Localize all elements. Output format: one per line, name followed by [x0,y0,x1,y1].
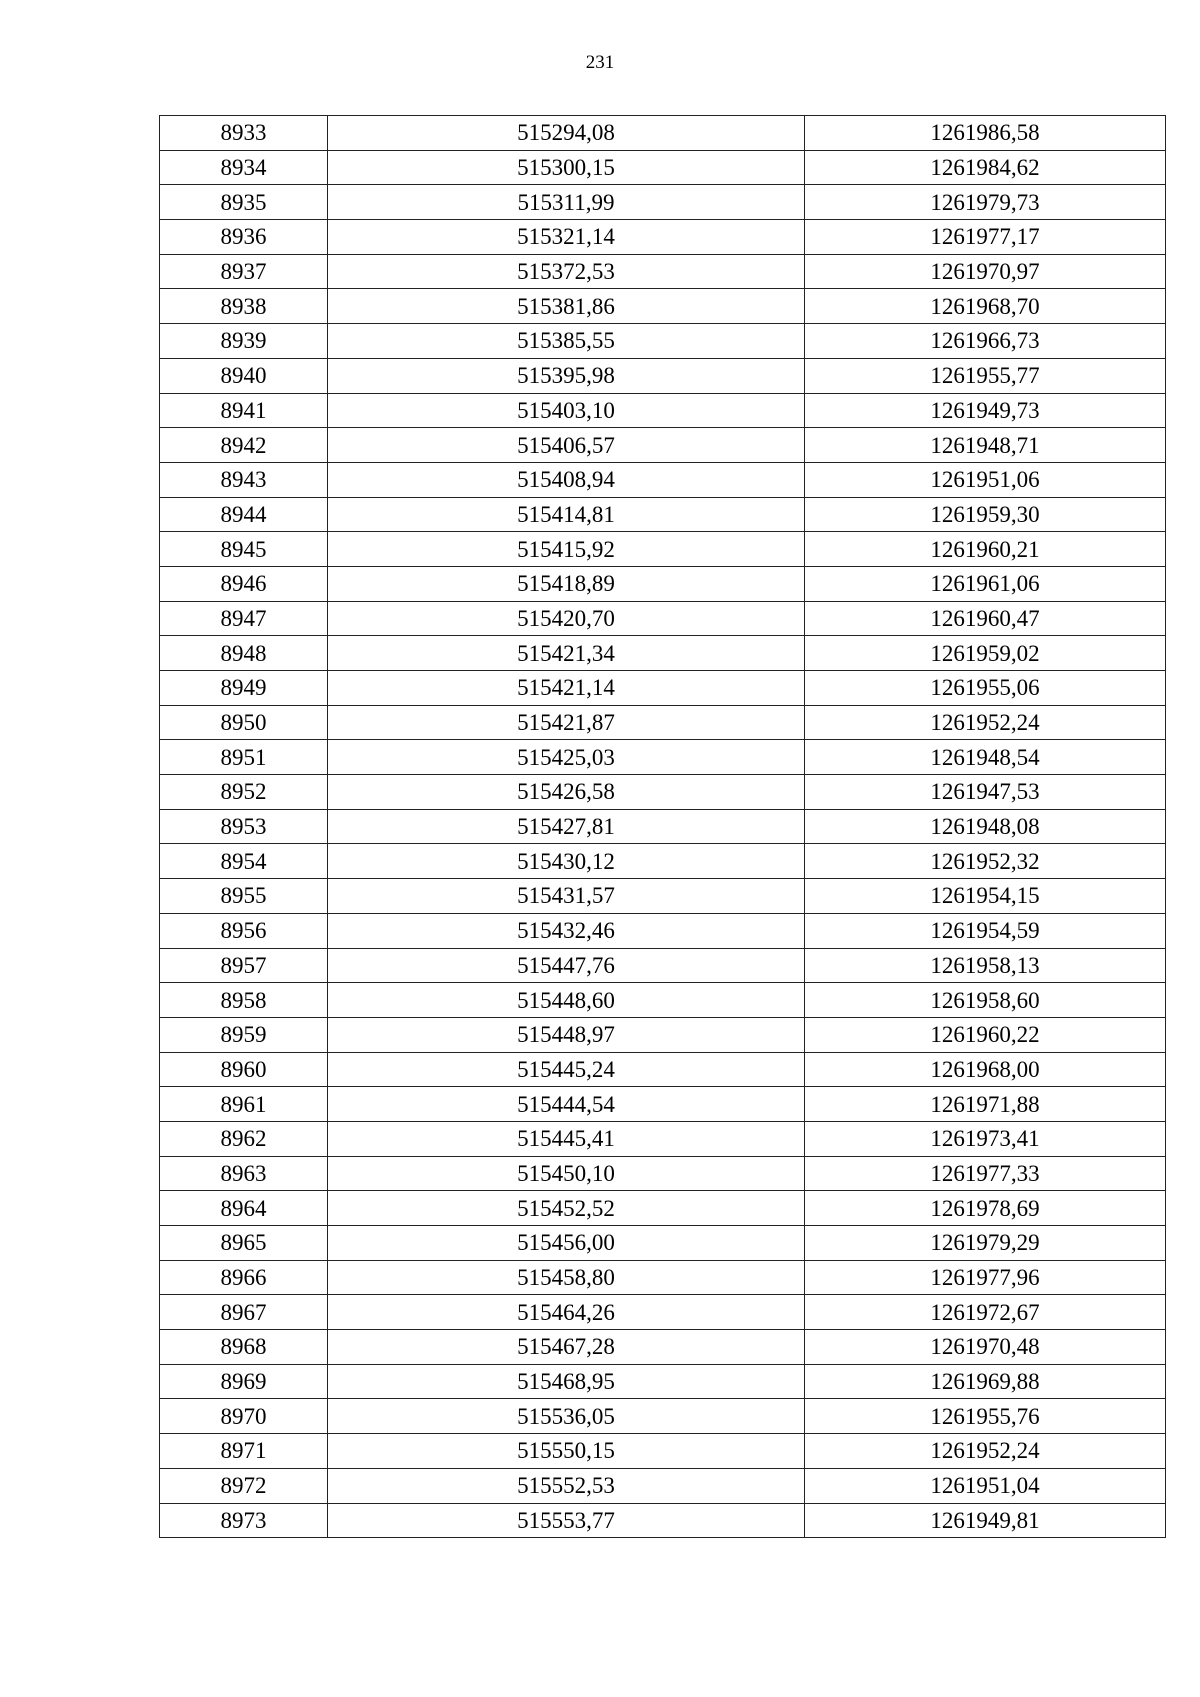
x-coordinate-cell: 515414,81 [328,497,805,532]
table-row [160,1330,1166,1365]
point-number-cell: 8952 [160,775,328,810]
y-coordinate-cell: 1261952,32 [805,844,1166,879]
point-number-cell: 8942 [160,428,328,463]
y-coordinate-cell: 1261977,17 [805,220,1166,255]
table-row [160,289,1166,324]
point-number-cell: 8933 [160,116,328,151]
point-number-cell: 8934 [160,150,328,185]
y-coordinate-cell: 1261972,67 [805,1295,1166,1330]
x-coordinate-cell: 515444,54 [328,1087,805,1122]
point-number-cell: 8960 [160,1052,328,1087]
table-row [160,393,1166,428]
point-number-cell: 8965 [160,1226,328,1261]
x-coordinate-cell: 515427,81 [328,809,805,844]
table-row [160,116,1166,151]
x-coordinate-cell: 515421,34 [328,636,805,671]
x-coordinate-cell: 515445,41 [328,1121,805,1156]
table-row [160,566,1166,601]
point-number-cell: 8937 [160,254,328,289]
x-coordinate-cell: 515425,03 [328,740,805,775]
x-coordinate-cell: 515415,92 [328,532,805,567]
table-row [160,185,1166,220]
point-number-cell: 8972 [160,1468,328,1503]
point-number-cell: 8969 [160,1364,328,1399]
x-coordinate-cell: 515464,26 [328,1295,805,1330]
table-row [160,844,1166,879]
y-coordinate-cell: 1261948,54 [805,740,1166,775]
point-number-cell: 8950 [160,705,328,740]
y-coordinate-cell: 1261959,30 [805,497,1166,532]
x-coordinate-cell: 515406,57 [328,428,805,463]
point-number-cell: 8945 [160,532,328,567]
table-row [160,1260,1166,1295]
y-coordinate-cell: 1261960,47 [805,601,1166,636]
point-number-cell: 8947 [160,601,328,636]
table-row [160,983,1166,1018]
y-coordinate-cell: 1261958,13 [805,948,1166,983]
table-row [160,1156,1166,1191]
table-row [160,601,1166,636]
coordinates-table [159,115,1166,1538]
table-row [160,358,1166,393]
point-number-cell: 8949 [160,671,328,706]
point-number-cell: 8962 [160,1121,328,1156]
table-row [160,1503,1166,1538]
table-row [160,705,1166,740]
page-number: 231 [585,52,615,73]
point-number-cell: 8966 [160,1260,328,1295]
x-coordinate-cell: 515452,52 [328,1191,805,1226]
x-coordinate-cell: 515403,10 [328,393,805,428]
y-coordinate-cell: 1261954,59 [805,913,1166,948]
y-coordinate-cell: 1261954,15 [805,879,1166,914]
y-coordinate-cell: 1261951,04 [805,1468,1166,1503]
y-coordinate-cell: 1261986,58 [805,116,1166,151]
y-coordinate-cell: 1261961,06 [805,566,1166,601]
x-coordinate-cell: 515448,60 [328,983,805,1018]
table-row [160,1017,1166,1052]
point-number-cell: 8938 [160,289,328,324]
y-coordinate-cell: 1261948,71 [805,428,1166,463]
point-number-cell: 8954 [160,844,328,879]
x-coordinate-cell: 515447,76 [328,948,805,983]
point-number-cell: 8939 [160,324,328,359]
y-coordinate-cell: 1261958,60 [805,983,1166,1018]
y-coordinate-cell: 1261952,24 [805,1434,1166,1469]
y-coordinate-cell: 1261979,29 [805,1226,1166,1261]
point-number-cell: 8968 [160,1330,328,1365]
table-row [160,428,1166,463]
table-row [160,1434,1166,1469]
x-coordinate-cell: 515445,24 [328,1052,805,1087]
point-number-cell: 8948 [160,636,328,671]
point-number-cell: 8973 [160,1503,328,1538]
y-coordinate-cell: 1261968,00 [805,1052,1166,1087]
x-coordinate-cell: 515385,55 [328,324,805,359]
y-coordinate-cell: 1261971,88 [805,1087,1166,1122]
point-number-cell: 8935 [160,185,328,220]
x-coordinate-cell: 515418,89 [328,566,805,601]
point-number-cell: 8971 [160,1434,328,1469]
table-row [160,636,1166,671]
point-number-cell: 8956 [160,913,328,948]
x-coordinate-cell: 515311,99 [328,185,805,220]
table-row [160,740,1166,775]
x-coordinate-cell: 515420,70 [328,601,805,636]
x-coordinate-cell: 515300,15 [328,150,805,185]
x-coordinate-cell: 515550,15 [328,1434,805,1469]
x-coordinate-cell: 515408,94 [328,462,805,497]
y-coordinate-cell: 1261970,97 [805,254,1166,289]
point-number-cell: 8970 [160,1399,328,1434]
y-coordinate-cell: 1261955,06 [805,671,1166,706]
y-coordinate-cell: 1261947,53 [805,775,1166,810]
point-number-cell: 8958 [160,983,328,1018]
y-coordinate-cell: 1261955,77 [805,358,1166,393]
point-number-cell: 8941 [160,393,328,428]
point-number-cell: 8944 [160,497,328,532]
x-coordinate-cell: 515456,00 [328,1226,805,1261]
point-number-cell: 8957 [160,948,328,983]
x-coordinate-cell: 515448,97 [328,1017,805,1052]
x-coordinate-cell: 515467,28 [328,1330,805,1365]
x-coordinate-cell: 515432,46 [328,913,805,948]
table-row [160,913,1166,948]
table-row [160,671,1166,706]
y-coordinate-cell: 1261978,69 [805,1191,1166,1226]
y-coordinate-cell: 1261970,48 [805,1330,1166,1365]
point-number-cell: 8953 [160,809,328,844]
point-number-cell: 8963 [160,1156,328,1191]
x-coordinate-cell: 515430,12 [328,844,805,879]
x-coordinate-cell: 515552,53 [328,1468,805,1503]
x-coordinate-cell: 515536,05 [328,1399,805,1434]
table-row [160,1191,1166,1226]
y-coordinate-cell: 1261960,21 [805,532,1166,567]
table-row [160,1226,1166,1261]
point-number-cell: 8967 [160,1295,328,1330]
table-row [160,809,1166,844]
x-coordinate-cell: 515468,95 [328,1364,805,1399]
x-coordinate-cell: 515294,08 [328,116,805,151]
y-coordinate-cell: 1261952,24 [805,705,1166,740]
y-coordinate-cell: 1261951,06 [805,462,1166,497]
table-row [160,948,1166,983]
x-coordinate-cell: 515395,98 [328,358,805,393]
point-number-cell: 8943 [160,462,328,497]
point-number-cell: 8959 [160,1017,328,1052]
table-row [160,879,1166,914]
table-row [160,462,1166,497]
point-number-cell: 8946 [160,566,328,601]
y-coordinate-cell: 1261977,33 [805,1156,1166,1191]
table-row [160,1121,1166,1156]
x-coordinate-cell: 515553,77 [328,1503,805,1538]
x-coordinate-cell: 515421,14 [328,671,805,706]
table-body [160,116,1166,1538]
table-row [160,1087,1166,1122]
table-row [160,220,1166,255]
x-coordinate-cell: 515321,14 [328,220,805,255]
table-row [160,324,1166,359]
x-coordinate-cell: 515450,10 [328,1156,805,1191]
y-coordinate-cell: 1261969,88 [805,1364,1166,1399]
table-row [160,150,1166,185]
table-row [160,1399,1166,1434]
y-coordinate-cell: 1261984,62 [805,150,1166,185]
table-row [160,1364,1166,1399]
y-coordinate-cell: 1261973,41 [805,1121,1166,1156]
table-row [160,254,1166,289]
x-coordinate-cell: 515426,58 [328,775,805,810]
x-coordinate-cell: 515381,86 [328,289,805,324]
y-coordinate-cell: 1261955,76 [805,1399,1166,1434]
point-number-cell: 8955 [160,879,328,914]
y-coordinate-cell: 1261949,81 [805,1503,1166,1538]
table-row [160,497,1166,532]
point-number-cell: 8961 [160,1087,328,1122]
table-row [160,1295,1166,1330]
table-row [160,1052,1166,1087]
point-number-cell: 8951 [160,740,328,775]
x-coordinate-cell: 515421,87 [328,705,805,740]
table-row [160,1468,1166,1503]
table-row [160,775,1166,810]
y-coordinate-cell: 1261960,22 [805,1017,1166,1052]
y-coordinate-cell: 1261977,96 [805,1260,1166,1295]
y-coordinate-cell: 1261948,08 [805,809,1166,844]
point-number-cell: 8964 [160,1191,328,1226]
table-row [160,532,1166,567]
y-coordinate-cell: 1261949,73 [805,393,1166,428]
y-coordinate-cell: 1261968,70 [805,289,1166,324]
x-coordinate-cell: 515372,53 [328,254,805,289]
point-number-cell: 8940 [160,358,328,393]
y-coordinate-cell: 1261966,73 [805,324,1166,359]
y-coordinate-cell: 1261959,02 [805,636,1166,671]
x-coordinate-cell: 515431,57 [328,879,805,914]
x-coordinate-cell: 515458,80 [328,1260,805,1295]
point-number-cell: 8936 [160,220,328,255]
y-coordinate-cell: 1261979,73 [805,185,1166,220]
